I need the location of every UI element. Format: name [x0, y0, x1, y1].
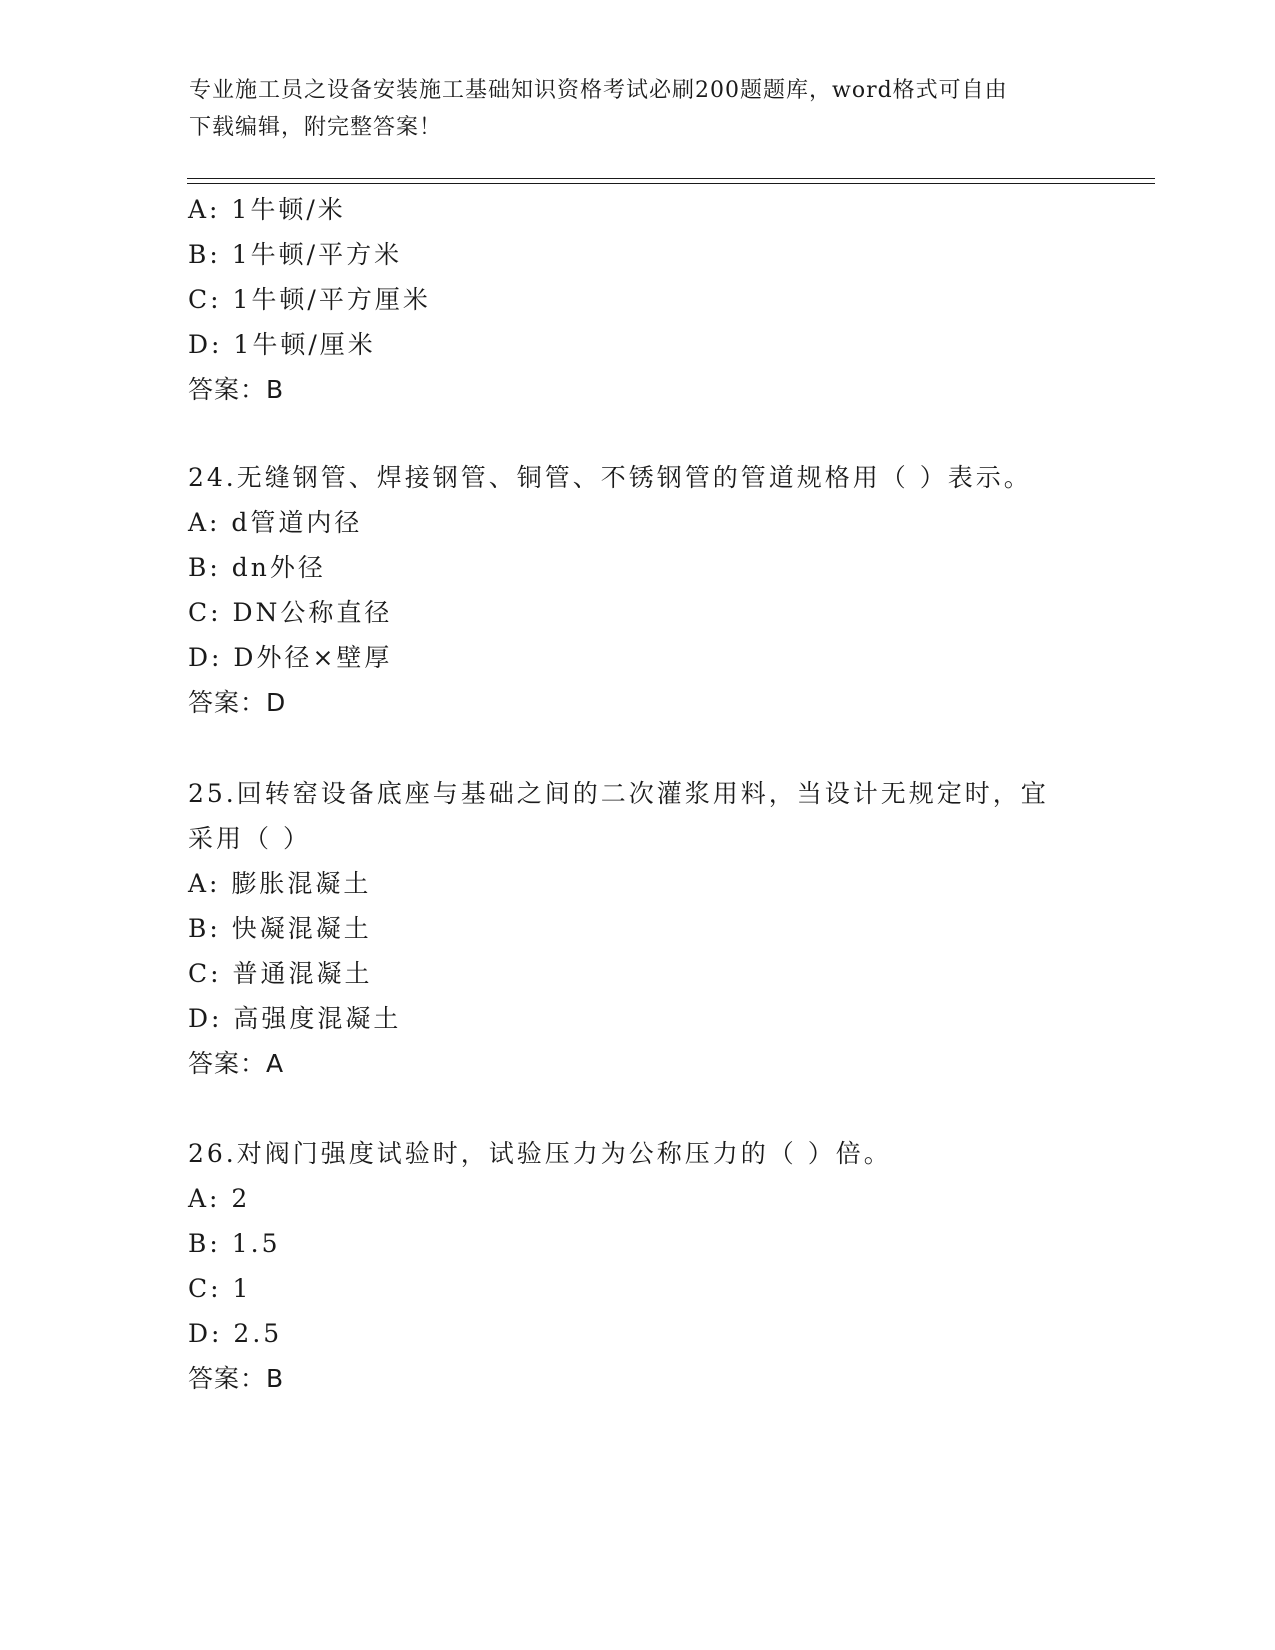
q26-option-b: B: 1.5	[188, 1229, 281, 1258]
q26-option-d: D: 2.5	[188, 1319, 283, 1348]
q24-text: 24.无缝钢管、焊接钢管、铜管、不锈钢管的管道规格用（ ）表示。	[188, 463, 1032, 492]
q24-answer: 答案：D	[188, 688, 287, 717]
document-header	[189, 72, 1089, 146]
header-rule-bottom	[187, 183, 1155, 184]
q26-option-c: C: 1	[188, 1274, 252, 1303]
q23-option-c: C: 1牛顿/平方厘米	[188, 285, 431, 314]
q25-option-a: A: 膨胀混凝土	[188, 869, 372, 898]
q25-answer: 答案：A	[188, 1049, 285, 1078]
q26-text: 26.对阀门强度试验时，试验压力为公称压力的（ ）倍。	[188, 1139, 892, 1168]
header-title-line1: 专业施工员之设备安装施工基础知识资格考试必刷200题题库，word格式可自由	[189, 78, 1008, 103]
q23-answer: 答案：B	[188, 375, 285, 404]
q25-text-line1: 25.回转窑设备底座与基础之间的二次灌浆用料，当设计无规定时，宜	[188, 779, 1049, 808]
q24-option-a: A: d管道内径	[188, 508, 363, 537]
header-title-line2: 下载编辑，附完整答案！	[189, 115, 443, 140]
q26-answer: 答案：B	[188, 1364, 285, 1393]
q24-option-b: B: dn外径	[188, 553, 326, 582]
q25-text-line2: 采用（ ）	[188, 824, 311, 853]
q26-option-a: A: 2	[188, 1184, 251, 1213]
q23-option-d: D: 1牛顿/厘米	[188, 330, 376, 359]
q25-option-c: C: 普通混凝土	[188, 959, 373, 988]
q24-option-c: C: DN公称直径	[188, 598, 393, 627]
q25-option-b: B: 快凝混凝土	[188, 914, 372, 943]
q24-option-d: D: D外径×壁厚	[188, 643, 393, 672]
q23-option-b: B: 1牛顿/平方米	[188, 240, 403, 269]
header-rule-top	[187, 178, 1155, 179]
q23-option-a: A: 1牛顿/米	[188, 195, 346, 224]
q25-option-d: D: 高强度混凝土	[188, 1004, 402, 1033]
